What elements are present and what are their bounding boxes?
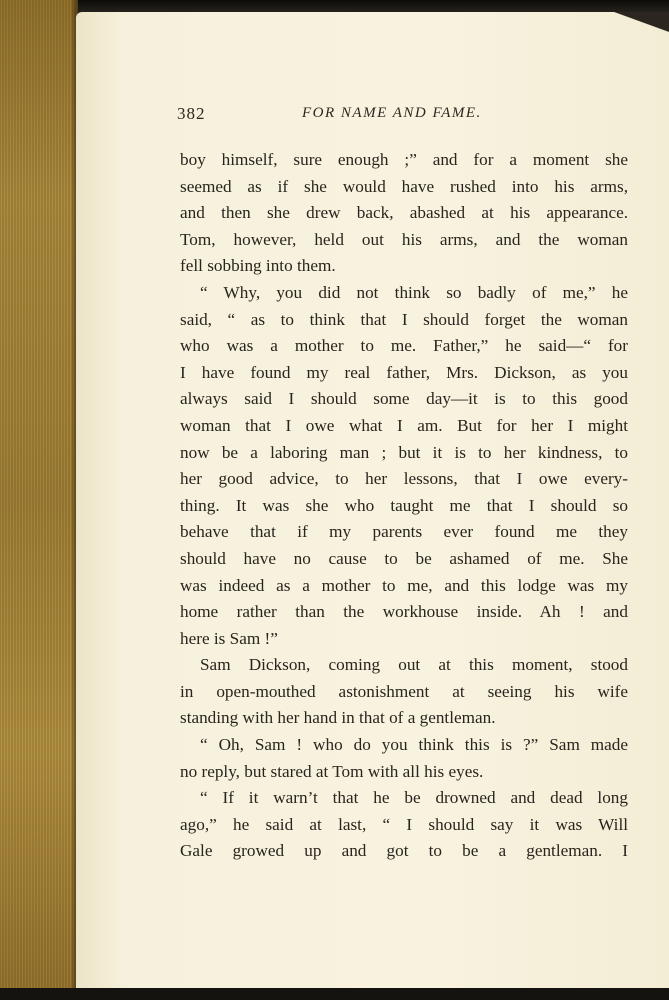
text-line: now be a laboring man ; but it is to her kindness, to	[180, 442, 628, 462]
page-number: 382	[177, 104, 206, 123]
text-line: ago,” he said at last, “ I should say it was Will	[180, 814, 628, 834]
text-line: should have no cause to be ashamed of me. She	[180, 548, 628, 568]
text-line: woman that I owe what I am. But for her I might	[180, 415, 628, 435]
text-line: Tom, however, held out his arms, and the woman	[180, 229, 628, 249]
text-line: in open-mouthed astonishment at seeing his wife	[180, 681, 628, 701]
page-corner-shadow	[599, 12, 669, 52]
text-line: here is Sam !”	[180, 628, 278, 648]
text-line: Gale growed up and got to be a gentleman. I	[180, 841, 628, 861]
text-line: her good advice, to her lessons, that I owe every-	[180, 469, 628, 489]
bottom-dark-background	[0, 988, 669, 1000]
text-line: “ Why, you did not think so badly of me,” he	[200, 282, 628, 302]
text-line: and then she drew back, abashed at his appearance.	[180, 203, 628, 223]
text-line: “ Oh, Sam ! who do you think this is ?” Sam made	[200, 735, 628, 755]
text-line: seemed as if she would have rushed into his arms,	[180, 176, 628, 196]
text-line: who was a mother to me. Father,” he said—“ for	[180, 336, 628, 356]
text-line: Sam Dickson, coming out at this moment, stood	[200, 655, 628, 675]
body-text	[180, 147, 628, 865]
running-title: FOR NAME AND FAME.	[302, 105, 482, 121]
text-line: I have found my real father, Mrs. Dickson, as you	[180, 362, 628, 382]
text-line: behave that if my parents ever found me they	[180, 522, 628, 542]
text-line: standing with her hand in that of a gentleman.	[180, 708, 496, 728]
text-line: no reply, but stared at Tom with all his eyes.	[180, 761, 484, 781]
text-line: was indeed as a mother to me, and this lodge was my	[180, 575, 628, 595]
book-page-edges	[0, 0, 78, 1000]
text-line: “ If it warn’t that he be drowned and dead long	[200, 788, 628, 808]
text-line: boy himself, sure enough ;” and for a moment she	[180, 150, 628, 169]
text-line: always said I should some day—it is to this good	[180, 389, 628, 409]
text-line: home rather than the workhouse inside. Ah ! and	[180, 602, 628, 622]
text-line: fell sobbing into them.	[180, 256, 336, 276]
page-header	[177, 104, 632, 134]
text-line: said, “ as to think that I should forget the woman	[180, 309, 628, 329]
text-line: thing. It was she who taught me that I should so	[180, 495, 628, 515]
